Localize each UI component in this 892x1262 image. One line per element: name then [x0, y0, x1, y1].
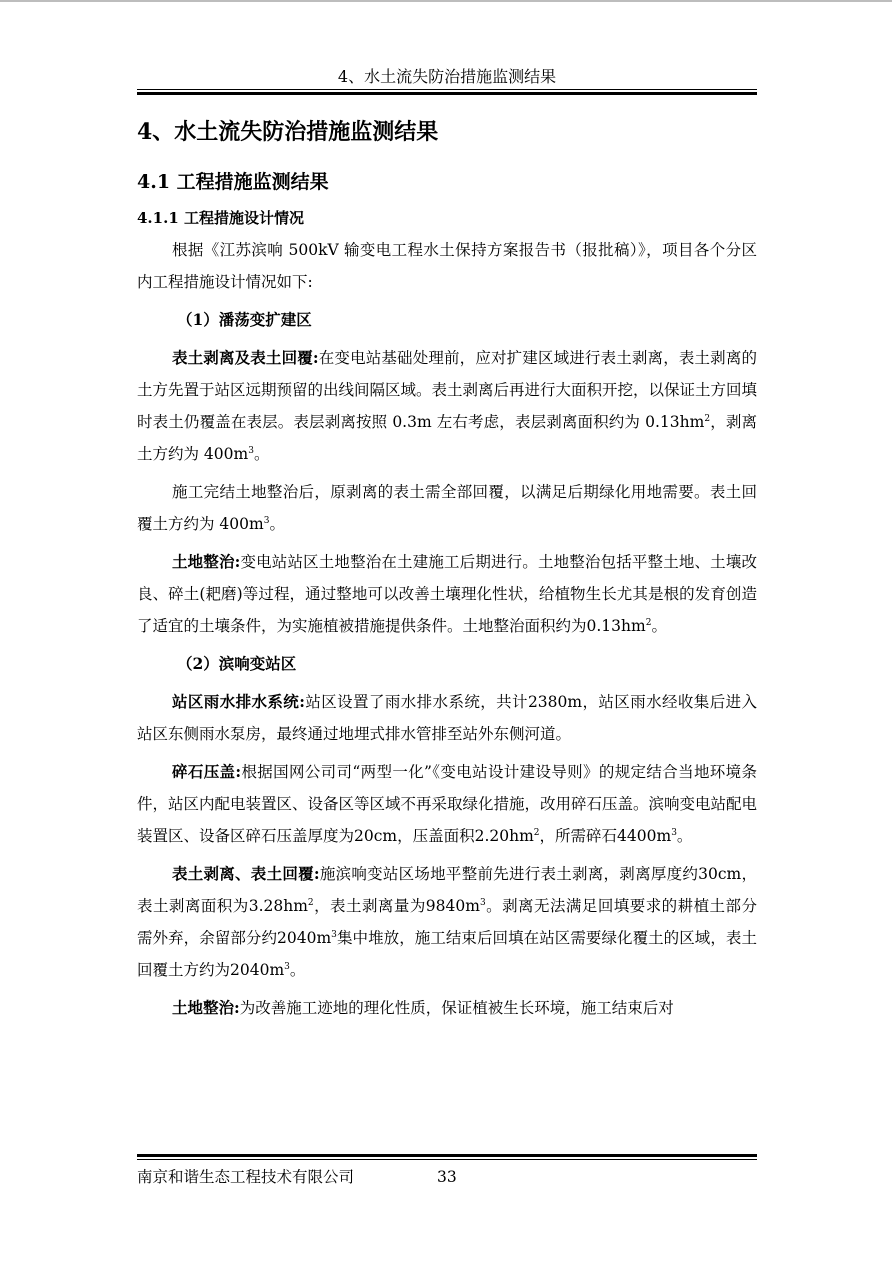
- footer-rule-thin: [137, 1159, 757, 1160]
- zone2-topsoil-label: 表土剥离、表土回覆:: [172, 864, 320, 883]
- superscript: 3: [479, 898, 486, 908]
- paragraph-text: ，表土剥离量为9840m: [313, 897, 480, 915]
- page-body: [137, 112, 757, 1024]
- zone2-heading: （2）滨响变站区: [177, 654, 297, 673]
- running-header: 4、水土流失防治措施监测结果: [337, 67, 557, 86]
- superscript: 2: [307, 898, 314, 908]
- paragraph-text: 。: [676, 827, 693, 845]
- paragraph-text: ，所需碎石4400m: [539, 827, 672, 845]
- header-rule-thin: [137, 89, 757, 90]
- paragraph-text: 变电站站区土地整治在土建施工后期进行。土地整治包括平整土地、土壤改良、碎土(耙磨)等过程，通过整地可以改善土壤理化性状，给植物生长尤其是根的发育创造了适宜的土壤条件，为实施植被措施提供条件。土地整治面积约为0.13hm: [137, 553, 757, 635]
- page-number: 33: [437, 1168, 457, 1186]
- paragraph-text: 根据国网公司司“两型一化”《变电站设计建设导则》的规定结合当地环境条件，站区内配电装置区、设备区等区域不再采取绿化措施，改用碎石压盖。滨响变电站配电装置区、设备区碎石压盖厚度为20cm，压盖面积2.20hm: [137, 763, 758, 845]
- paragraph-text: 为改善施工迹地的理化性质，保证植被生长环境，施工结束后对: [239, 999, 674, 1017]
- zone2-drainage-label: 站区雨水排水系统:: [172, 692, 305, 711]
- superscript: 3: [671, 828, 677, 838]
- zone1-backfill-paragraph: [137, 476, 757, 540]
- zone2-topsoil-paragraph: [137, 858, 757, 986]
- superscript: 3: [248, 446, 254, 456]
- paragraph-text: 。剥离无法满足回填要求的耕植土部分需外弃，余留部分约2040m: [137, 897, 757, 947]
- superscript: 2: [533, 828, 540, 838]
- zone2-land-paragraph: [137, 992, 757, 1024]
- footer-rule-thick: [137, 1154, 757, 1157]
- zone2-land-label: 土地整治:: [172, 998, 240, 1017]
- header-rule-thick: [137, 92, 757, 95]
- superscript: 3: [331, 930, 337, 940]
- paragraph-text: 。: [651, 617, 667, 635]
- zone2-drainage-paragraph: [137, 686, 757, 750]
- paragraph-text: 。: [289, 961, 306, 979]
- page-top-edge: [0, 0, 892, 2]
- zone1-land-paragraph: [137, 546, 757, 642]
- paragraph-text: 集中堆放，施工结束后回填在站区需要绿化覆土的区域，表土回覆土方约为2040m: [137, 929, 757, 979]
- footer-company: 南京和谐生态工程技术有限公司: [137, 1168, 355, 1186]
- paragraph-text: 在变电站基础处理前，应对扩建区域进行表土剥离，表土剥离的土方先置于站区远期预留的出线间隔区域。表土剥离后再进行大面积开挖，以保证土方回填时表土仍覆盖在表层。表层剥离按照 0.3m 左右考虑，表层剥离面积约为 0.13hm: [137, 349, 758, 431]
- zone2-gravel-paragraph: [137, 756, 757, 852]
- chapter-title: 4、水土流失防治措施监测结果: [137, 119, 439, 145]
- section-title: 4.1 工程措施监测结果: [137, 171, 329, 193]
- paragraph-text: 。: [253, 445, 270, 463]
- zone1-heading: （1）潘荡变扩建区: [177, 310, 312, 329]
- intro-paragraph: 根据《江苏滨响 500kV 输变电工程水土保持方案报告书（报批稿）》，项目各个分区内工程措施设计情况如下:: [137, 241, 757, 291]
- superscript: 3: [284, 962, 290, 972]
- subsection-title: 4.1.1 工程措施设计情况: [137, 209, 304, 227]
- paragraph-text: 施工完结土地整治后，原剥离的表土需全部回覆，以满足后期绿化用地需要。表土回覆土方约为 400m: [137, 483, 757, 533]
- zone1-land-label: 土地整治:: [172, 552, 241, 571]
- superscript: 3: [263, 516, 270, 526]
- zone1-topsoil-label: 表土剥离及表土回覆:: [172, 348, 319, 367]
- superscript: 2: [704, 414, 711, 424]
- paragraph-text: 。: [269, 515, 285, 533]
- zone2-gravel-label: 碎石压盖:: [172, 762, 242, 781]
- superscript: 2: [645, 618, 652, 628]
- zone1-topsoil-paragraph: [137, 342, 757, 470]
- paragraph-text: ，剥离土方约为 400m: [137, 413, 757, 463]
- paragraph-text: 站区设置了雨水排水系统，共计2380m，站区雨水经收集后进入站区东侧雨水泵房，最终通过地埋式排水管排至站外东侧河道。: [137, 693, 757, 743]
- paragraph-text: 施滨响变站区场地平整前先进行表土剥离，剥离厚度约30cm，表土剥离面积为3.28hm: [137, 865, 757, 915]
